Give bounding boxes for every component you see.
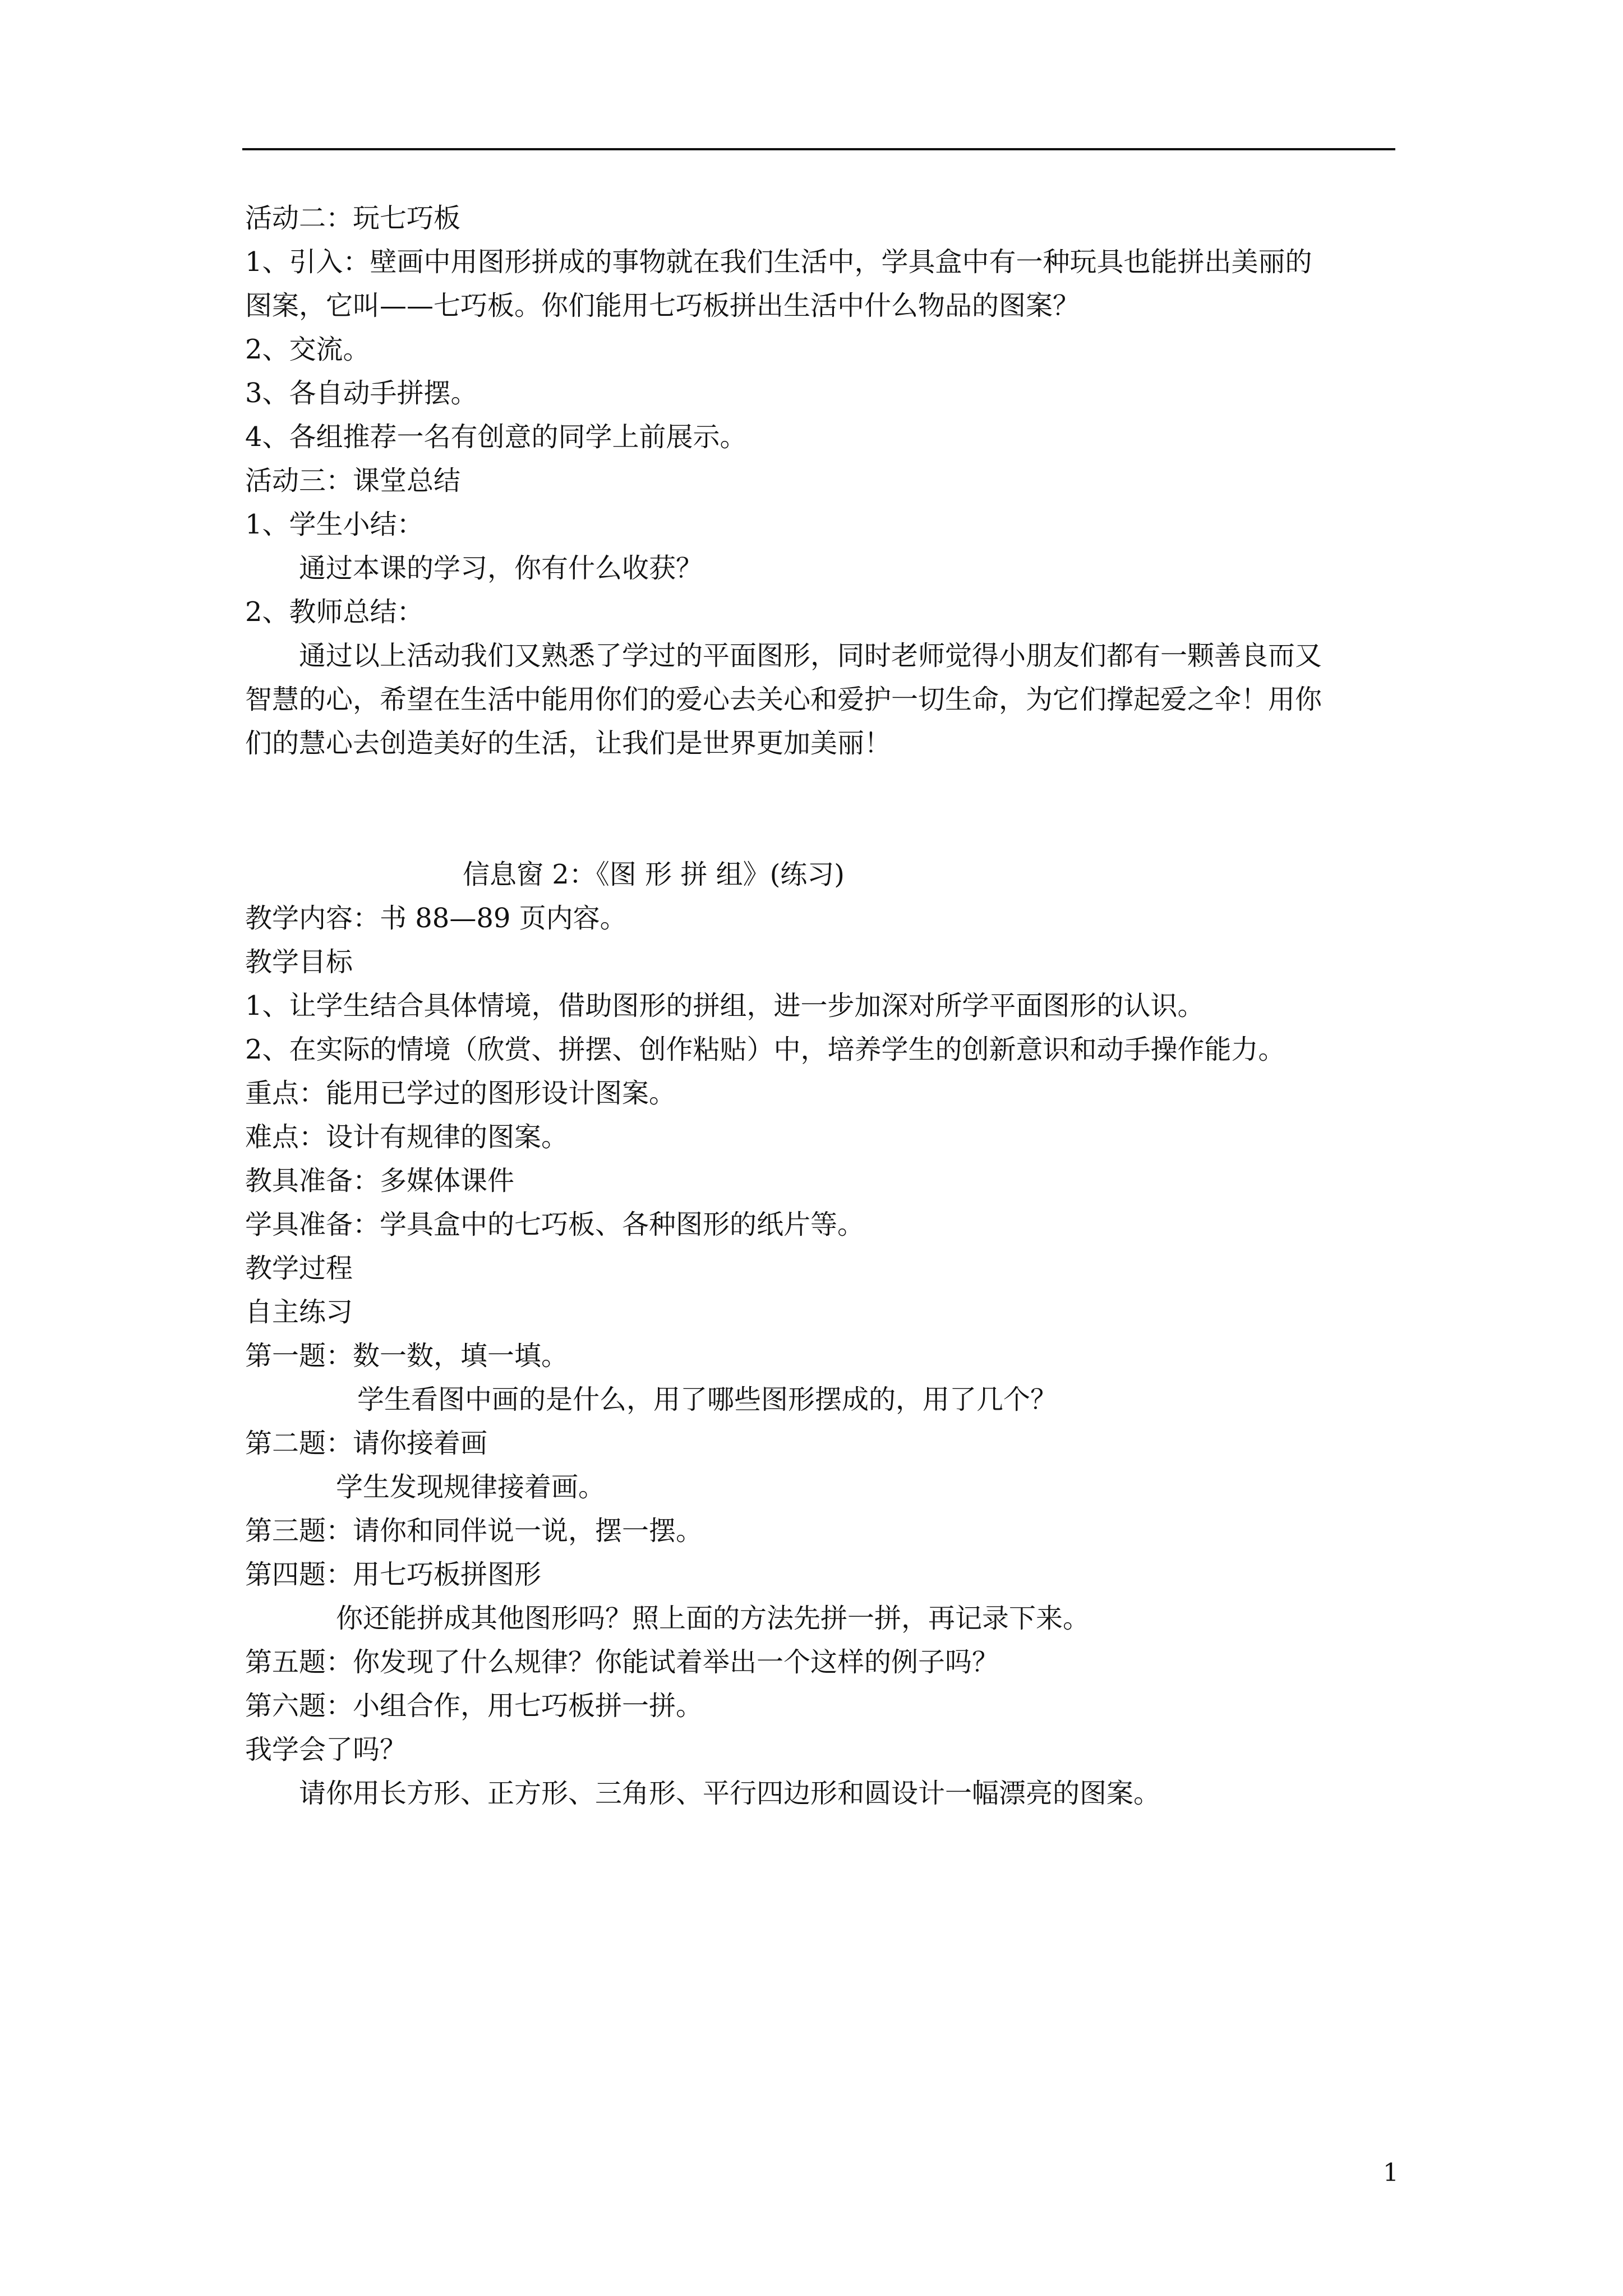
goals-heading: 教学目标 <box>245 946 353 978</box>
teacher-prep: 教具准备：多媒体课件 <box>245 1165 515 1197</box>
question-2-text: 学生发现规律接着画。 <box>336 1471 606 1503</box>
lesson-title: 信息窗 2：《图 形 拼 组》(练习) <box>463 859 845 890</box>
activity-two-item-1-cont: 图案，它叫——七巧板。你们能用七巧板拼出生活中什么物品的图案？ <box>245 290 1080 321</box>
teacher-summary-line-1: 通过以上活动我们又熟悉了学过的平面图形，同时老师觉得小朋友们都有一颗善良而又 <box>299 640 1322 671</box>
learned-heading: 我学会了吗？ <box>245 1734 407 1765</box>
question-6: 第六题：小组合作，用七巧板拼一拼。 <box>245 1690 703 1722</box>
header-rule <box>242 148 1395 150</box>
goal-2: 2、在实际的情境（欣赏、拼摆、创作粘贴）中，培养学生的创新意识和动手操作能力。 <box>245 1034 1285 1065</box>
page-number: 1 <box>1383 2159 1399 2187</box>
activity-three-item-2: 2、教师总结： <box>245 596 424 628</box>
difficulty: 难点：设计有规律的图案。 <box>245 1121 569 1153</box>
activity-three-heading: 活动三：课堂总结 <box>245 465 461 496</box>
goal-1: 1、让学生结合具体情境，借助图形的拼组，进一步加深对所学平面图形的认识。 <box>245 990 1205 1022</box>
teacher-summary-line-2: 智慧的心，希望在生活中能用你们的爱心去关心和爱护一切生命，为它们撑起爱之伞！用你 <box>245 684 1322 715</box>
activity-two-item-3: 3、各自动手拼摆。 <box>245 378 478 409</box>
key-point: 重点：能用已学过的图形设计图案。 <box>245 1078 676 1109</box>
question-1-text: 学生看图中画的是什么，用了哪些图形摆成的，用了几个？ <box>357 1384 1058 1415</box>
question-3: 第三题：请你和同伴说一说，摆一摆。 <box>245 1515 703 1547</box>
question-2: 第二题：请你接着画 <box>245 1428 488 1459</box>
document-body <box>245 196 1400 1815</box>
process-heading: 教学过程 <box>245 1253 353 1284</box>
question-1: 第一题：数一数，填一填。 <box>245 1340 569 1372</box>
lesson-content: 教学内容：书 88—89 页内容。 <box>245 903 627 934</box>
activity-two-item-4: 4、各组推荐一名有创意的同学上前展示。 <box>245 421 747 453</box>
activity-two-item-1: 1、引入：壁画中用图形拼成的事物就在我们生活中，学具盒中有一种玩具也能拼出美丽的 <box>245 246 1312 278</box>
question-4-text: 你还能拼成其他图形吗？照上面的方法先拼一拼，再记录下来。 <box>336 1603 1090 1634</box>
activity-three-item-1: 1、学生小结： <box>245 509 424 540</box>
practice-heading: 自主练习 <box>245 1296 353 1328</box>
learned-text: 请你用长方形、正方形、三角形、平行四边形和圆设计一幅漂亮的图案。 <box>299 1778 1161 1809</box>
teacher-summary-line-3: 们的慧心去创造美好的生活，让我们是世界更加美丽！ <box>245 728 892 759</box>
student-prep: 学具准备：学具盒中的七巧板、各种图形的纸片等。 <box>245 1209 865 1240</box>
question-5: 第五题：你发现了什么规律？你能试着举出一个这样的例子吗？ <box>245 1646 999 1678</box>
question-4: 第四题：用七巧板拼图形 <box>245 1559 542 1590</box>
activity-two-heading: 活动二：玩七巧板 <box>245 203 461 234</box>
activity-two-item-2: 2、交流。 <box>245 334 370 365</box>
activity-three-item-1-text: 通过本课的学习，你有什么收获？ <box>299 553 703 584</box>
